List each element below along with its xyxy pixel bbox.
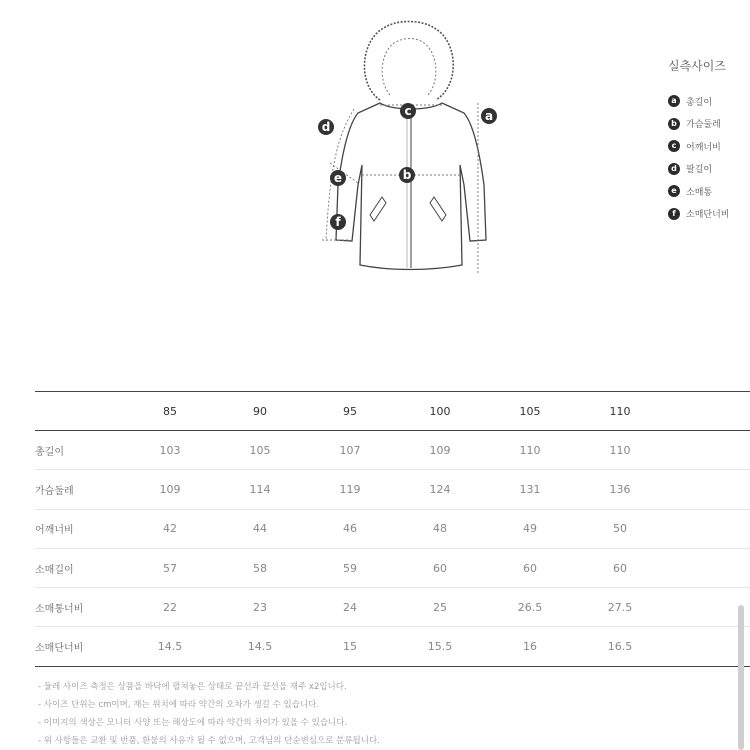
svg-text:c: c bbox=[404, 104, 412, 118]
legend-item bbox=[668, 180, 750, 203]
table-cell: 27.5 bbox=[607, 600, 633, 614]
legend-label: 소매통 bbox=[686, 187, 713, 198]
marker-d bbox=[318, 119, 334, 135]
table-cell: 16.5 bbox=[607, 640, 633, 654]
legend-item bbox=[668, 203, 750, 226]
table-cell: 109 bbox=[429, 443, 451, 457]
legend-item bbox=[668, 113, 750, 136]
table-cell: 107 bbox=[339, 443, 361, 457]
table-cell: 131 bbox=[519, 482, 541, 496]
svg-text:a: a bbox=[484, 109, 494, 123]
table-row bbox=[35, 470, 750, 509]
table-row bbox=[35, 549, 750, 588]
table-cell: 57 bbox=[163, 561, 177, 575]
legend-label: 어깨너비 bbox=[686, 142, 721, 153]
table-cell: 110 bbox=[609, 443, 631, 457]
legend-label: 소매단너비 bbox=[686, 210, 730, 221]
table-cell: 14.5 bbox=[157, 640, 183, 654]
header-cell: 105 bbox=[519, 404, 541, 418]
table-cell: 15.5 bbox=[427, 640, 453, 654]
table-cell: 24 bbox=[343, 600, 357, 614]
legend-badge: e bbox=[668, 185, 680, 197]
table-cell: 58 bbox=[253, 561, 267, 575]
table-row bbox=[35, 588, 750, 627]
hood-fur bbox=[364, 22, 453, 101]
table-cell: 60 bbox=[523, 561, 537, 575]
table-cell: 25 bbox=[433, 600, 447, 614]
table-cell: 49 bbox=[523, 522, 537, 536]
table-cell: 124 bbox=[429, 482, 451, 496]
legend-item bbox=[668, 90, 750, 113]
jacket-illustration bbox=[300, 15, 510, 280]
table-cell: 15 bbox=[343, 640, 357, 654]
table-cell: 105 bbox=[249, 443, 271, 457]
size-table bbox=[35, 391, 750, 667]
note-line: - 위 사항들은 교환 및 반품, 환불의 사유가 될 수 없으며, 고객님의 단순변심으로 분류됩니다. bbox=[38, 736, 380, 746]
table-row bbox=[35, 510, 750, 549]
table-cell: 16 bbox=[523, 640, 537, 654]
table-cell: 136 bbox=[609, 482, 631, 496]
svg-text:b: b bbox=[402, 168, 412, 182]
marker-c bbox=[400, 103, 416, 119]
hood-inner bbox=[382, 39, 436, 96]
legend-item bbox=[668, 158, 750, 181]
jacket-measurement-diagram bbox=[300, 15, 510, 280]
header-cell: 95 bbox=[343, 404, 357, 418]
header-cell: 90 bbox=[253, 404, 267, 418]
table-cell: 14.5 bbox=[247, 640, 273, 654]
table-cell: 22 bbox=[163, 600, 177, 614]
svg-text:d: d bbox=[321, 120, 331, 134]
table-cell: 59 bbox=[343, 561, 357, 575]
table-cell: 119 bbox=[339, 482, 361, 496]
row-label: 소매단너비 bbox=[35, 643, 84, 655]
table-cell: 60 bbox=[613, 561, 627, 575]
legend-label: 가슴둘레 bbox=[686, 120, 721, 131]
vertical-scrollbar[interactable] bbox=[738, 605, 744, 750]
marker-a bbox=[481, 108, 497, 124]
table-cell: 114 bbox=[249, 482, 271, 496]
table-row bbox=[35, 627, 750, 666]
table-cell: 23 bbox=[253, 600, 267, 614]
measurement-legend bbox=[668, 57, 750, 225]
row-label: 어깨너비 bbox=[35, 525, 74, 537]
header-cell: 110 bbox=[609, 404, 631, 418]
legend-label: 총길이 bbox=[686, 97, 713, 108]
table-cell: 60 bbox=[433, 561, 447, 575]
legend-badge: b bbox=[668, 118, 680, 130]
row-label: 소매길이 bbox=[35, 564, 74, 576]
row-label: 가슴둘레 bbox=[35, 485, 74, 497]
table-cell: 109 bbox=[159, 482, 181, 496]
legend-label: 팔길이 bbox=[686, 165, 713, 176]
marker-f bbox=[330, 214, 346, 230]
row-label: 총길이 bbox=[35, 446, 64, 458]
table-cell: 42 bbox=[163, 522, 177, 536]
marker-e bbox=[330, 170, 346, 186]
legend-badge: f bbox=[668, 208, 680, 220]
header-cell: 100 bbox=[429, 404, 451, 418]
svg-text:e: e bbox=[333, 171, 343, 185]
table-cell: 50 bbox=[613, 522, 627, 536]
svg-text:f: f bbox=[335, 215, 341, 229]
legend-badge: c bbox=[668, 140, 680, 152]
table-cell: 110 bbox=[519, 443, 541, 457]
table-header-row bbox=[35, 391, 750, 431]
legend-item bbox=[668, 135, 750, 158]
header-cell: 85 bbox=[163, 404, 177, 418]
legend-title: 실측사이즈 bbox=[668, 59, 726, 73]
note-line: - 둘레 사이즈 측정은 상품을 바닥에 펼쳐놓은 상태로 끝선과 끝선을 재주 x2입니다. bbox=[38, 682, 347, 692]
table-cell: 44 bbox=[253, 522, 267, 536]
table-cell: 48 bbox=[433, 522, 447, 536]
legend-badge: d bbox=[668, 163, 680, 175]
note-line: - 이미지의 색상은 모니터 사양 또는 해상도에 따라 약간의 차이가 있을 수 있습니다. bbox=[38, 718, 348, 728]
table-cell: 46 bbox=[343, 522, 357, 536]
note-line: - 사이즈 단위는 cm이며, 재는 위치에 따라 약간의 오차가 생길 수 있습니다. bbox=[38, 700, 320, 710]
legend-badge: a bbox=[668, 95, 680, 107]
size-notes bbox=[38, 678, 738, 750]
table-row bbox=[35, 431, 750, 470]
table-cell: 26.5 bbox=[517, 600, 543, 614]
row-label: 소매통너비 bbox=[35, 603, 84, 615]
table-cell: 103 bbox=[159, 443, 181, 457]
marker-b bbox=[399, 167, 415, 183]
